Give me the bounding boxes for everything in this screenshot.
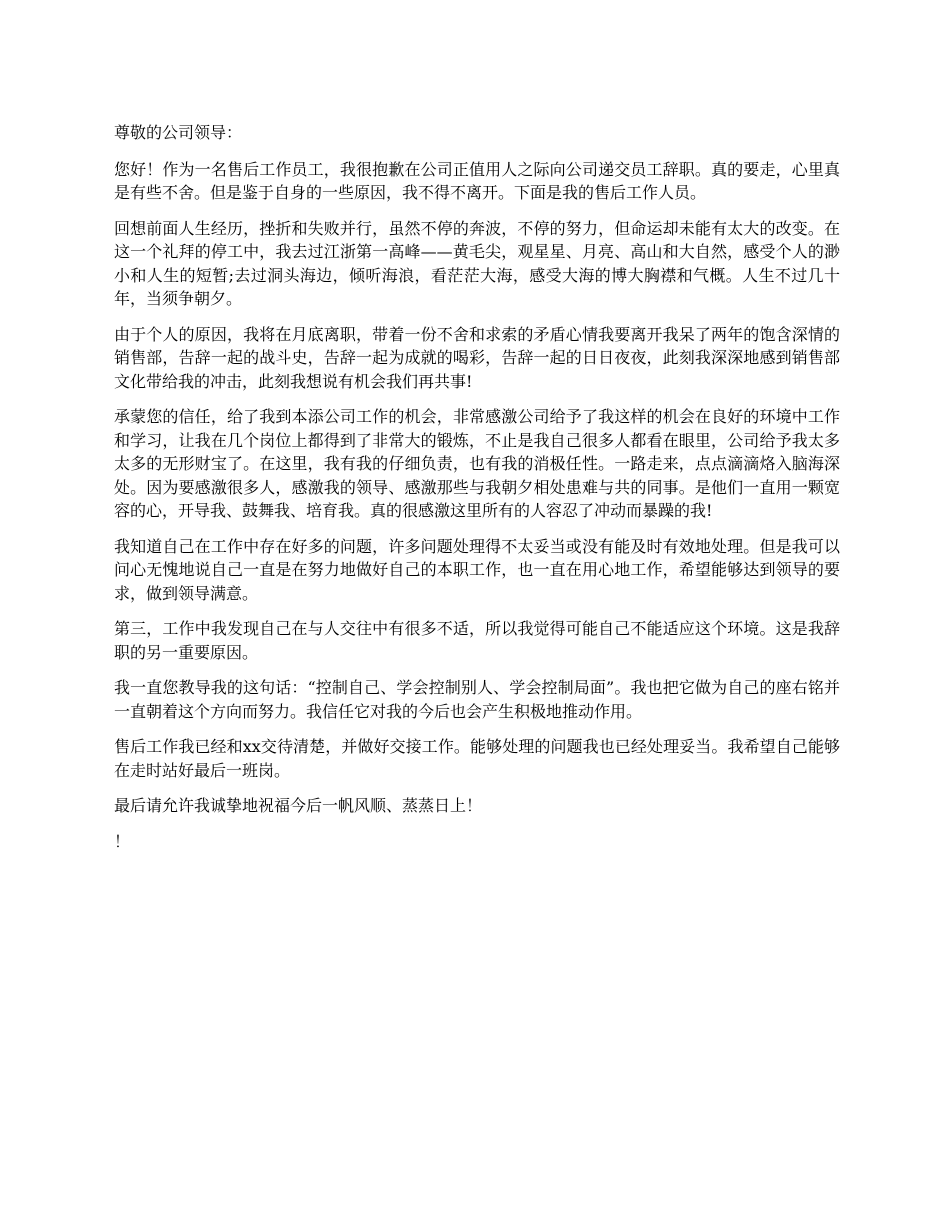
paragraph-gratitude: 承蒙您的信任，给了我到本添公司工作的机会，非常感激公司给予了我这样的机会在良好的环境中工作和学习，让我在几个岗位上都得到了非常大的锻炼，不止是我自己很多人都看在眼里，公司给予我太多太多的无形财宝了。在这里，我有我的仔细负责，也有我的消极任性。一路走来，点点滴滴烙入脑海深处。因为要感激很多人，感激我的领导、感激那些与我朝夕相处患难与共的同事。是他们一直用一颗宽容的心，开导我、鼓舞我、培育我。真的很感激这里所有的人容忍了冲动而暴躁的我! [114, 407, 840, 520]
salutation: 尊敬的公司领导： [114, 123, 243, 142]
paragraph-handover: 售后工作我已经和xx交待清楚，并做好交接工作。能够处理的问题我也已经处理妥当。我希望自己能够在走时站好最后一班岗。 [114, 737, 840, 780]
paragraph-motto: 我一直您教导我的这句话：“控制自己、学会控制别人、学会控制局面”。我也把它做为自己的座右铭并一直朝着这个方向而努力。我信任它对我的今后也会产生积极地推动作用。 [114, 678, 840, 721]
paragraph-greeting: 您好！作为一名售后工作员工，我很抱歉在公司正值用人之际向公司递交员工辞职。真的要走，心里真是有些不舍。但是鉴于自身的一些原因，我不得不离开。下面是我的售后工作人员。 [114, 159, 840, 202]
paragraph-third-reason: 第三，工作中我发现自己在与人交往中有很多不适，所以我觉得可能自己不能适应这个环境。这是我辞职的另一重要原因。 [114, 619, 840, 662]
paragraph-life-reflection: 回想前面人生经历，挫折和失败并行，虽然不停的奔波，不停的努力，但命运却未能有太大的改变。在这一个礼拜的停工中，我去过江浙第一高峰——黄毛尖，观星星、月亮、高山和大自然，感受个人的渺小和人生的短暂;去过洞头海边，倾听海浪，看茫茫大海，感受大海的博大胸襟和气概。人生不过几十年，当须争朝夕。 [114, 218, 840, 308]
paragraph-self-assessment: 我知道自己在工作中存在好多的问题，许多问题处理得不太妥当或没有能及时有效地处理。但是我可以问心无愧地说自己一直是在努力地做好自己的本职工作，也一直在用心地工作，希望能够达到领导的要求，做到领导满意。 [114, 536, 840, 603]
paragraph-leaving-sales: 由于个人的原因，我将在月底离职，带着一份不舍和求索的矛盾心情我要离开我呆了两年的饱含深情的销售部，告辞一起的战斗史，告辞一起为成就的喝彩，告辞一起的日日夜夜，此刻我深深地感到销售部文化带给我的冲击，此刻我想说有机会我们再共事! [114, 324, 840, 391]
paragraph-closing-wishes: 最后请允许我诚挚地祝福今后一帆风顺、蒸蒸日上！ [114, 796, 483, 815]
letter-document [114, 121, 840, 865]
paragraph-final-mark: ！ [114, 831, 131, 851]
